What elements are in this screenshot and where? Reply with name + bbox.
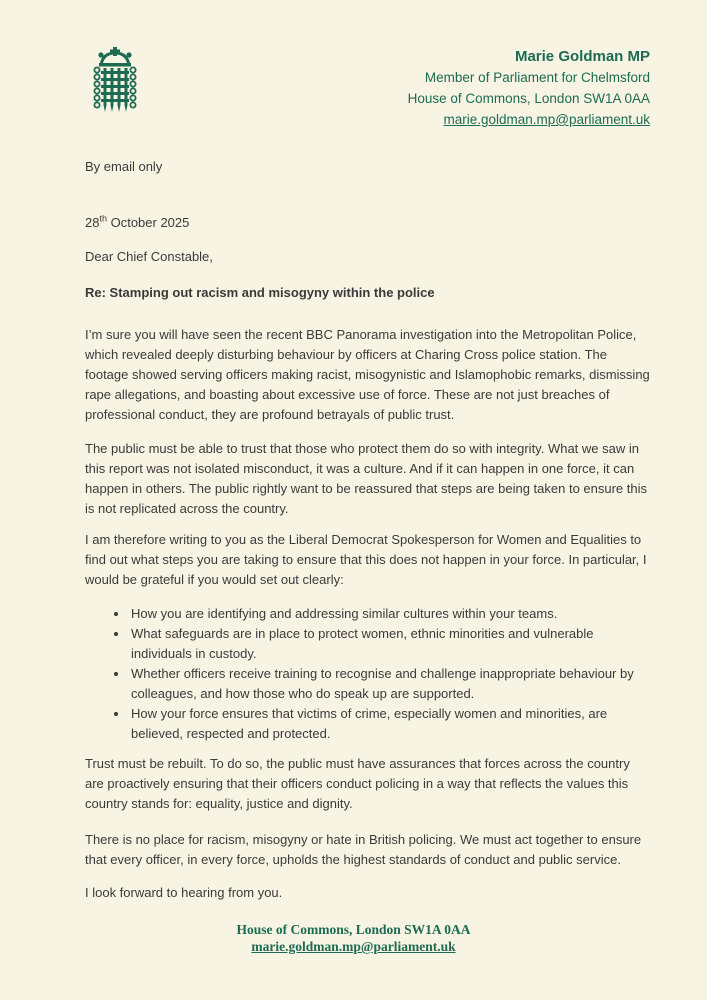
request-bullet-list	[85, 604, 650, 744]
paragraph-3: I am therefore writing to you as the Liberal Democrat Spokesperson for Women and Equalities to find out what steps you are taking to ensure that this does not happen in your force. In particular, I would be grateful if you would set out clearly:	[85, 532, 647, 587]
subject-line: Re: Stamping out racism and misogyny within the police	[85, 285, 435, 300]
paragraph-1: I’m sure you will have seen the recent BBC Panorama investigation into the Metropolitan Police, which revealed deeply disturbing behaviour by officers at Charing Cross police station. The footage showed serving officers making racist, misogynistic and Islamophobic remarks, dismissing rape allegations, and boasting about excessive use of force. These are not just breaches of professional conduct, they are profound betrayals of public trust.	[85, 327, 650, 422]
mp-role: Member of Parliament for Chelmsford	[424, 70, 650, 85]
bullet-item: • What safeguards are in place to protect women, ethnic minorities and vulnerable individuals in custody.	[129, 624, 650, 664]
page-footer	[0, 921, 707, 955]
paragraph-2: The public must be able to trust that those who protect them do so with integrity. What we saw in this report was not isolated misconduct, it was a culture. And if it can happen in one force, it can happen in others. The public rightly want to be reassured that steps are being taken to ensure this is not replicated across the country.	[85, 441, 647, 516]
footer-email-link[interactable]: marie.goldman.mp@parliament.uk	[251, 939, 456, 954]
letterhead	[0, 0, 707, 130]
salutation: Dear Chief Constable,	[85, 249, 213, 264]
date-day: 28	[85, 215, 100, 230]
date-ordinal-suffix: th	[99, 213, 107, 224]
sign-off: I look forward to hearing from you.	[85, 885, 283, 900]
letterhead-contact-block	[408, 46, 650, 130]
bullet-item: • How your force ensures that victims of crime, especially women and minorities, are believed, respected and protected.	[129, 704, 650, 744]
letter-date	[85, 213, 650, 233]
portcullis-icon	[93, 46, 137, 118]
footer-address: House of Commons, London SW1A 0AA	[236, 922, 471, 937]
mp-email-link[interactable]: marie.goldman.mp@parliament.uk	[443, 112, 650, 127]
delivery-method: By email only	[85, 159, 163, 174]
letter-body	[0, 157, 707, 903]
bullet-item: • How you are identifying and addressing similar cultures within your teams.	[129, 604, 650, 624]
paragraph-4: Trust must be rebuilt. To do so, the public must have assurances that forces across the country are proactively ensuring that their officers conduct policing in a way that reflects the values this country stands for: equality, justice and dignity.	[85, 756, 630, 811]
mp-address: House of Commons, London SW1A 0AA	[407, 91, 650, 106]
bullet-item: • Whether officers receive training to recognise and challenge inappropriate behaviour by colleagues, and how those who do speak up are supported.	[129, 664, 650, 704]
paragraph-5: There is no place for racism, misogyny or hate in British policing. We must act together to ensure that every officer, in every force, upholds the highest standards of conduct and public service.	[85, 832, 642, 867]
date-month-year: October 2025	[106, 215, 190, 230]
mp-name: Marie Goldman MP	[514, 48, 650, 65]
